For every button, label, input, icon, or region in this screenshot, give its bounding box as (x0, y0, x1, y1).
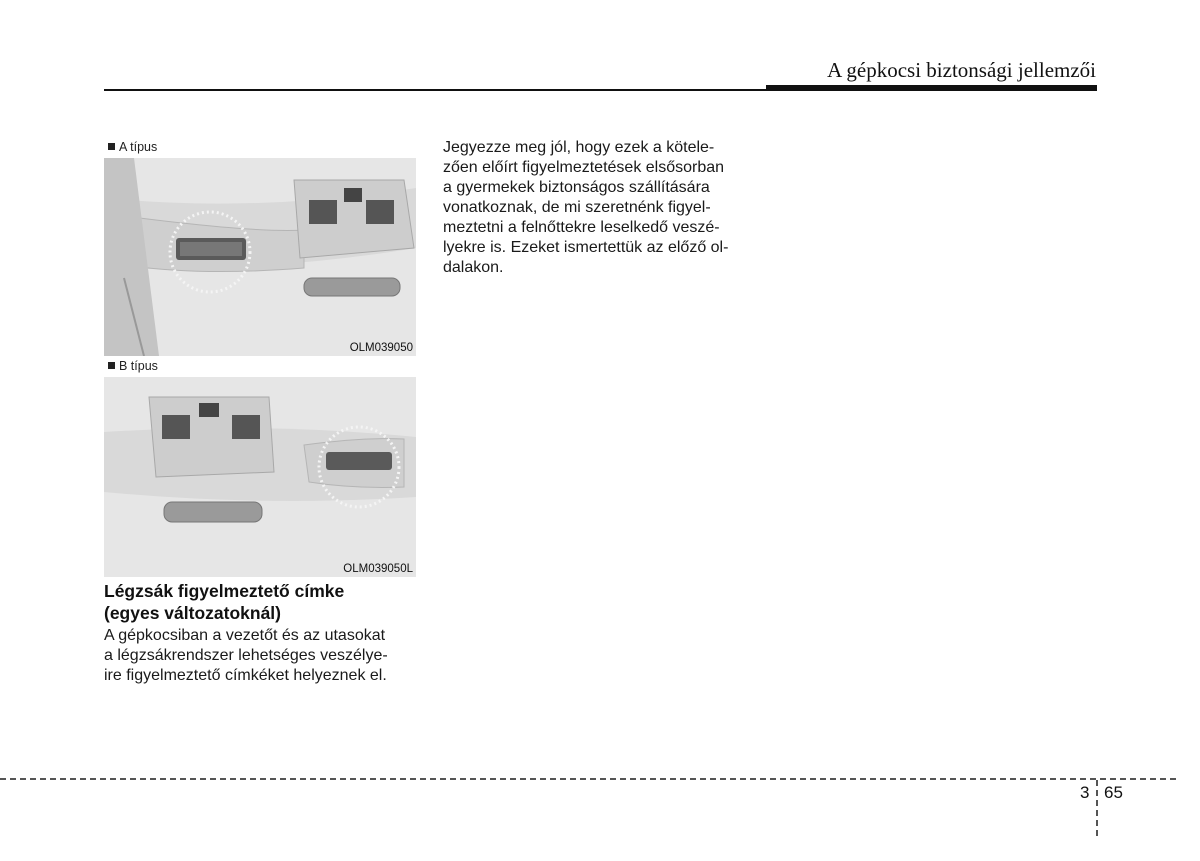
right-column-text (443, 138, 756, 278)
bullet-square-icon (108, 362, 115, 369)
body-line: A gépkocsiban a vezetőt és az utasokat (104, 627, 386, 644)
figure-a-illustration (104, 158, 416, 356)
body-line: Jegyezze meg jól, hogy ezek a kötele- (443, 139, 715, 156)
header-rule-accent (766, 85, 1097, 91)
figure-a-caption (108, 140, 157, 154)
section-heading-line: (egyes változatoknál) (104, 603, 281, 623)
body-line: dalakon. (443, 259, 504, 276)
footer-divider (1096, 780, 1098, 836)
body-line: zően előírt figyelmeztetések elsősorban (443, 159, 725, 176)
body-line: a légzsákrendszer lehetséges veszélye- (104, 647, 388, 664)
figure-a-caption-text: A típus (119, 140, 158, 154)
section-body (104, 626, 417, 686)
chapter-number: 3 (1080, 783, 1090, 802)
section-heading-line: Légzsák figyelmeztető címke (104, 581, 345, 601)
figure-b-caption (108, 359, 158, 373)
bullet-square-icon (108, 143, 115, 150)
figure-b-code: OLM039050L (343, 563, 413, 575)
figure-b-caption-text: B típus (119, 359, 158, 373)
body-line: meztetni a felnőttekre leselkedő veszé- (443, 219, 720, 236)
page-number: 65 (1104, 783, 1123, 802)
body-line: vonatkoznak, de mi szeretnénk figyel- (443, 199, 711, 216)
body-line: a gyermekek biztonságos szállítására (443, 179, 710, 196)
figure-a-code: OLM039050 (349, 342, 413, 354)
figure-b-illustration (104, 377, 416, 577)
figure-b-image (104, 377, 416, 577)
figure-a-image (104, 158, 416, 356)
footer-rule (0, 778, 1176, 780)
body-line: lyekre is. Ezeket ismertettük az előző ol- (443, 239, 729, 256)
body-line: ire figyelmeztető címkéket helyeznek el. (104, 667, 387, 684)
section-heading (104, 580, 424, 624)
page-header-title: A gépkocsi biztonsági jellemzői (827, 58, 1096, 82)
